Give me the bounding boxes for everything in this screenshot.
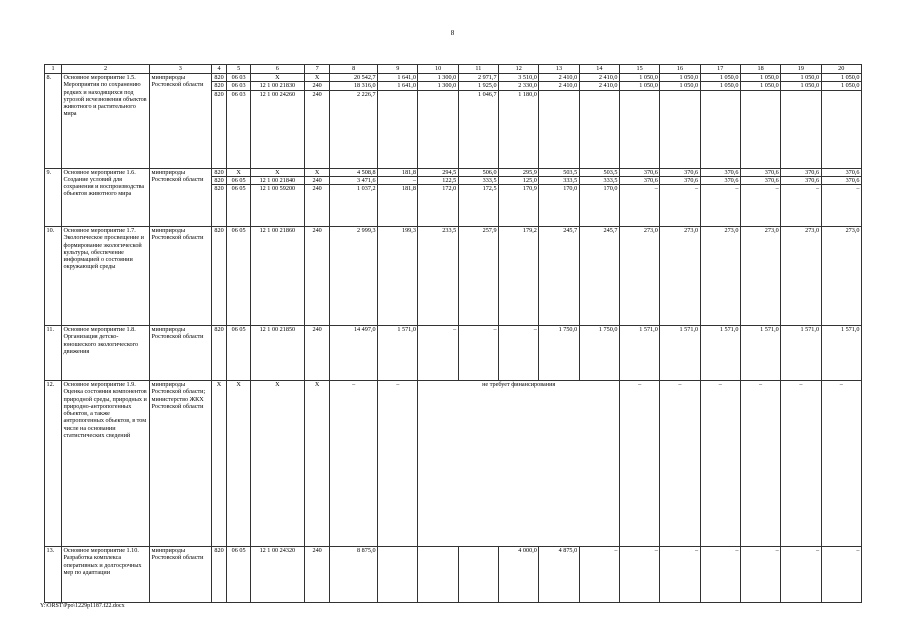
cell-col-8: 1 037,2 (330, 185, 378, 227)
cell-col-15 (619, 90, 659, 168)
cell-col-6: 12 1 00 21840 (250, 176, 304, 184)
cell-col-20: 370,6 (821, 168, 861, 176)
cell-col-11: – (458, 326, 498, 381)
executor: минприроды Ростовской области (150, 74, 212, 169)
cell-col-17: 1 571,0 (700, 326, 740, 381)
header-cell: 8 (330, 65, 378, 74)
row-number: 10. (45, 227, 62, 326)
cell-col-20: 1 050,0 (821, 74, 861, 82)
cell-col-10: 294,5 (418, 168, 458, 176)
cell-col-19: – (781, 547, 821, 603)
cell-col-6: 12 1 00 59200 (250, 185, 304, 227)
cell-col-13: 503,5 (539, 168, 579, 176)
cell-col-13: 245,7 (539, 227, 579, 326)
cell-col-19: 370,6 (781, 168, 821, 176)
cell-col-15: – (619, 381, 659, 547)
cell-col-5: 06 05 (227, 227, 250, 326)
cell-col-10 (418, 90, 458, 168)
cell-col-14: – (579, 547, 619, 603)
cell-col-15: 1 571,0 (619, 326, 659, 381)
cell-col-12: 2 330,0 (499, 82, 539, 90)
cell-col-9: 181,8 (378, 168, 418, 176)
cell-col-20: – (821, 381, 861, 547)
table-row (45, 74, 862, 82)
cell-col-17: 370,6 (700, 168, 740, 176)
cell-col-6: 12 1 00 21830 (250, 82, 304, 90)
header-cell: 12 (499, 65, 539, 74)
cell-col-4: 820 (211, 547, 227, 603)
cell-col-5: 06 05 (227, 176, 250, 184)
table-row (45, 227, 862, 326)
cell-col-11: 1 925,0 (458, 82, 498, 90)
cell-col-17: 273,0 (700, 227, 740, 326)
header-cell: 18 (740, 65, 780, 74)
cell-col-4: 820 (211, 326, 227, 381)
cell-col-9: 1 641,0 (378, 74, 418, 82)
cell-col-4: 820 (211, 90, 227, 168)
cell-col-5: 06 05 (227, 326, 250, 381)
cell-col-13: 1 750,0 (539, 326, 579, 381)
cell-col-9: 181,8 (378, 185, 418, 227)
cell-col-10: 172,0 (418, 185, 458, 227)
cell-col-19: 1 050,0 (781, 74, 821, 82)
header-cell: 19 (781, 65, 821, 74)
cell-col-8: 4 508,8 (330, 168, 378, 176)
executor: минприроды Ростовской области; министерство ЖКХ Ростовской области (150, 381, 212, 547)
header-cell: 3 (150, 65, 212, 74)
cell-col-13 (539, 90, 579, 168)
cell-col-14: 503,5 (579, 168, 619, 176)
cell-col-16: – (660, 547, 700, 603)
header-cell: 17 (700, 65, 740, 74)
cell-col-12: 1 180,0 (499, 90, 539, 168)
cell-col-14: 2 410,0 (579, 74, 619, 82)
header-cell: 11 (458, 65, 498, 74)
cell-col-19: – (781, 381, 821, 547)
cell-col-12: 3 510,0 (499, 74, 539, 82)
cell-col-20: – (821, 547, 861, 603)
cell-col-20: 370,6 (821, 176, 861, 184)
cell-col-11: 1 046,7 (458, 90, 498, 168)
cell-col-5: 06 03 (227, 90, 250, 168)
header-cell: 2 (61, 65, 149, 74)
cell-col-15: – (619, 185, 659, 227)
row-number: 13. (45, 547, 62, 603)
cell-col-11 (458, 547, 498, 603)
cell-col-4: 820 (211, 74, 227, 82)
cell-col-18: – (740, 185, 780, 227)
header-cell: 10 (418, 65, 458, 74)
cell-col-5: 06 05 (227, 547, 250, 603)
cell-col-19: 1 571,0 (781, 326, 821, 381)
cell-col-10: – (418, 326, 458, 381)
activity-name: Основное мероприятие 1.6. Создание условий для сохранения и воспроизводства объектов животного мира (61, 168, 149, 227)
header-cell: 15 (619, 65, 659, 74)
header-cell: 9 (378, 65, 418, 74)
cell-col-8: 2 226,7 (330, 90, 378, 168)
cell-col-18 (740, 90, 780, 168)
page-number: 8 (450, 29, 455, 37)
cell-col-7: 240 (304, 185, 329, 227)
cell-col-6: Х (250, 74, 304, 82)
activity-name: Основное мероприятие 1.10. Разработка комплекса оперативных и долгосрочных мер по адаптации (61, 547, 149, 603)
cell-col-18: 370,6 (740, 168, 780, 176)
cell-col-12: 295,9 (499, 168, 539, 176)
row-number: 8. (45, 74, 62, 169)
cell-col-9 (378, 547, 418, 603)
table-row (45, 547, 862, 603)
cell-col-20: – (821, 185, 861, 227)
executor: минприроды Ростовской области (150, 227, 212, 326)
cell-col-20 (821, 90, 861, 168)
cell-col-12: 179,2 (499, 227, 539, 326)
cell-col-5: 06 05 (227, 185, 250, 227)
cell-col-20: 273,0 (821, 227, 861, 326)
cell-col-19 (781, 90, 821, 168)
cell-col-16: 1 050,0 (660, 82, 700, 90)
cell-col-19: – (781, 185, 821, 227)
cell-col-8: 18 316,0 (330, 82, 378, 90)
cell-col-7: 240 (304, 547, 329, 603)
cell-col-18: – (740, 381, 780, 547)
cell-col-11: 2 971,7 (458, 74, 498, 82)
cell-col-5: Х (227, 168, 250, 176)
cell-col-15: 1 050,0 (619, 74, 659, 82)
header-cell: 1 (45, 65, 62, 74)
executor: минприроды Ростовской области (150, 547, 212, 603)
activity-name: Основное мероприятие 1.7. Экологическое просвещение и формирование экологической культуры, обеспечение информацией о состоянии окружающей среды (61, 227, 149, 326)
cell-col-8: 2 999,3 (330, 227, 378, 326)
cell-col-6: 12 1 00 21860 (250, 227, 304, 326)
table-row (45, 381, 862, 547)
row-number: 9. (45, 168, 62, 227)
header-cell: 13 (539, 65, 579, 74)
cell-col-16: – (660, 185, 700, 227)
cell-col-9: 1 571,0 (378, 326, 418, 381)
cell-col-8: 3 471,6 (330, 176, 378, 184)
cell-col-14: 2 410,0 (579, 82, 619, 90)
cell-col-11: 257,9 (458, 227, 498, 326)
cell-col-10 (418, 547, 458, 603)
cell-col-14 (579, 90, 619, 168)
cell-col-14: 245,7 (579, 227, 619, 326)
cell-col-8: – (330, 381, 378, 547)
row-number: 11. (45, 326, 62, 381)
cell-col-17: 1 050,0 (700, 82, 740, 90)
code-cell: Х (227, 381, 250, 547)
cell-col-14: 333,5 (579, 176, 619, 184)
header-cell: 14 (579, 65, 619, 74)
cell-col-10: 233,5 (418, 227, 458, 326)
cell-col-4: 820 (211, 82, 227, 90)
executor: минприроды Ростовской области (150, 168, 212, 227)
cell-col-6: 12 1 00 24260 (250, 90, 304, 168)
cell-col-12: 4 000,0 (499, 547, 539, 603)
file-path-footer: Y:\ORST\Ppo\1229p1187.f22.docx (40, 603, 125, 609)
cell-col-9 (378, 90, 418, 168)
cell-col-8: 14 497,0 (330, 326, 378, 381)
cell-col-16: 273,0 (660, 227, 700, 326)
cell-col-6: Х (250, 168, 304, 176)
cell-col-20: 1 571,0 (821, 326, 861, 381)
cell-col-16: 1 571,0 (660, 326, 700, 381)
cell-col-18: 370,6 (740, 176, 780, 184)
cell-col-4: 820 (211, 176, 227, 184)
cell-col-11: 172,5 (458, 185, 498, 227)
cell-col-10: 122,5 (418, 176, 458, 184)
cell-col-12: – (499, 326, 539, 381)
code-cell: Х (304, 381, 329, 547)
cell-col-15: 370,6 (619, 176, 659, 184)
cell-col-15: 370,6 (619, 168, 659, 176)
header-cell: 16 (660, 65, 700, 74)
cell-col-17: – (700, 547, 740, 603)
cell-col-18: 1 050,0 (740, 82, 780, 90)
cell-col-16: 370,6 (660, 168, 700, 176)
cell-col-4: 820 (211, 227, 227, 326)
cell-col-17 (700, 90, 740, 168)
cell-col-9: – (378, 176, 418, 184)
cell-col-7: 240 (304, 90, 329, 168)
activity-name: Основное мероприятие 1.8. Организация детско-юношеского экологического движения (61, 326, 149, 381)
cell-col-11: 506,0 (458, 168, 498, 176)
cell-col-9: – (378, 381, 418, 547)
cell-col-18: – (740, 547, 780, 603)
cell-col-16: 370,6 (660, 176, 700, 184)
cell-col-7: 240 (304, 227, 329, 326)
header-cell: 5 (227, 65, 250, 74)
cell-col-6: 12 1 00 24320 (250, 547, 304, 603)
header-cell: 6 (250, 65, 304, 74)
cell-col-5: 06 03 (227, 82, 250, 90)
executor: минприроды Ростовской области (150, 326, 212, 381)
cell-col-10: 1 300,0 (418, 82, 458, 90)
table-row (45, 168, 862, 176)
cell-col-17: 1 050,0 (700, 74, 740, 82)
funding-note: не требует финансирования (418, 381, 620, 547)
cell-col-7: 240 (304, 82, 329, 90)
cell-col-12: 125,0 (499, 176, 539, 184)
header-cell: 7 (304, 65, 329, 74)
cell-col-16: 1 050,0 (660, 74, 700, 82)
cell-col-4: 820 (211, 185, 227, 227)
cell-col-7: Х (304, 74, 329, 82)
cell-col-7: 240 (304, 176, 329, 184)
cell-col-16: – (660, 381, 700, 547)
cell-col-12: 170,9 (499, 185, 539, 227)
cell-col-17: 370,6 (700, 176, 740, 184)
cell-col-13: 4 875,0 (539, 547, 579, 603)
cell-col-9: 199,3 (378, 227, 418, 326)
cell-col-7: Х (304, 168, 329, 176)
header-cell: 20 (821, 65, 861, 74)
code-cell: Х (250, 381, 304, 547)
cell-col-19: 273,0 (781, 227, 821, 326)
cell-col-13: 170,0 (539, 185, 579, 227)
cell-col-7: 240 (304, 326, 329, 381)
cell-col-13: 2 410,0 (539, 82, 579, 90)
cell-col-14: 170,0 (579, 185, 619, 227)
cell-col-11: 333,5 (458, 176, 498, 184)
cell-col-13: 2 410,0 (539, 74, 579, 82)
cell-col-15: 1 050,0 (619, 82, 659, 90)
cell-col-19: 1 050,0 (781, 82, 821, 90)
table-row (45, 326, 862, 381)
cell-col-15: – (619, 547, 659, 603)
cell-col-19: 370,6 (781, 176, 821, 184)
cell-col-20: 1 050,0 (821, 82, 861, 90)
cell-col-18: 273,0 (740, 227, 780, 326)
budget-table (44, 64, 862, 603)
cell-col-14: 1 750,0 (579, 326, 619, 381)
cell-col-8: 8 875,0 (330, 547, 378, 603)
cell-col-16 (660, 90, 700, 168)
header-row (45, 65, 862, 74)
cell-col-17: – (700, 381, 740, 547)
cell-col-13: 333,5 (539, 176, 579, 184)
cell-col-5: 06 03 (227, 74, 250, 82)
cell-col-8: 20 542,7 (330, 74, 378, 82)
cell-col-17: – (700, 185, 740, 227)
cell-col-18: 1 050,0 (740, 74, 780, 82)
cell-col-6: 12 1 00 21850 (250, 326, 304, 381)
header-cell: 4 (211, 65, 227, 74)
cell-col-18: 1 571,0 (740, 326, 780, 381)
cell-col-15: 273,0 (619, 227, 659, 326)
cell-col-4: 820 (211, 168, 227, 176)
row-number: 12. (45, 381, 62, 547)
code-cell: Х (211, 381, 227, 547)
activity-name: Основное мероприятие 1.5. Мероприятия по сохранению редких и находящихся под угрозой исчезновения объектов животного и растительного мира (61, 74, 149, 169)
cell-col-10: 1 300,0 (418, 74, 458, 82)
activity-name: Основное мероприятие 1.9. Оценка состояния компонентов природной среды, природных и природно-антропогенных объектов, а также антропогенных объектов, в том числе на основании статистических сведений (61, 381, 149, 547)
cell-col-9: 1 641,0 (378, 82, 418, 90)
